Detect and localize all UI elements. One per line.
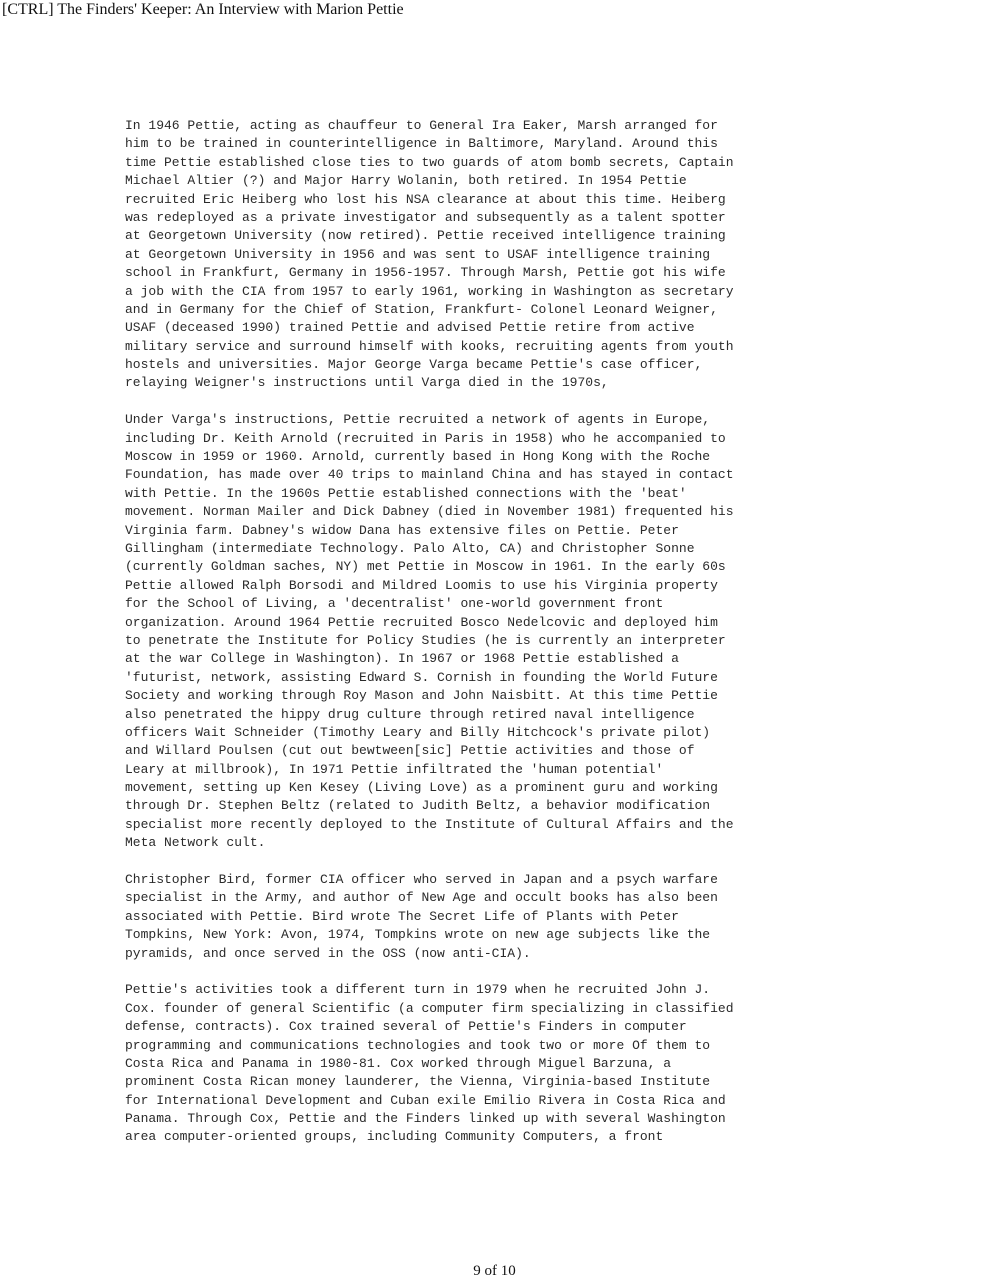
text-line: also penetrated the hippy drug culture through retired naval intelligence — [125, 706, 695, 722]
text-line: Moscow in 1959 or 1960. Arnold, currently based in Hong Kong with the Roche — [125, 449, 711, 465]
text-line: Meta Network cult. — [125, 835, 266, 851]
paragraph-1 — [125, 117, 885, 393]
text-line: defense, contracts). Cox trained several of Pettie's Finders in computer — [125, 1019, 687, 1035]
text-line: Pettie's activities took a different turn in 1979 when he recruited John J. — [125, 982, 711, 998]
text-line: Panama. Through Cox, Pettie and the Finders linked up with several Washington — [125, 1111, 726, 1127]
text-line: and Willard Poulsen (cut out bewtween[sic] Pettie activities and those of — [125, 743, 695, 759]
text-line: school in Frankfurt, Germany in 1956-1957. Through Marsh, Pettie got his wife — [125, 265, 726, 281]
text-line: at Georgetown University (now retired). Pettie received intelligence training — [125, 228, 726, 244]
text-line: Society and working through Roy Mason and John Naisbitt. At this time Pettie — [125, 688, 718, 704]
text-line: specialist more recently deployed to the Institute of Cultural Affairs and the — [125, 816, 734, 832]
text-line: time Pettie established close ties to two guards of atom bomb secrets, Captain — [125, 154, 734, 170]
text-line: USAF (deceased 1990) trained Pettie and advised Pettie retire from active — [125, 320, 695, 336]
text-line: Under Varga's instructions, Pettie recruited a network of agents in Europe, — [125, 412, 711, 428]
text-line: for International Development and Cuban exile Emilio Rivera in Costa Rica and — [125, 1092, 726, 1108]
text-line: Tompkins, New York: Avon, 1974, Tompkins wrote on new age subjects like the — [125, 927, 711, 943]
text-line: area computer-oriented groups, including Community Computers, a front — [125, 1129, 664, 1145]
text-line: programming and communications technologies and took two or more Of them to — [125, 1037, 711, 1053]
text-line: In 1946 Pettie, acting as chauffeur to General Ira Eaker, Marsh arranged for — [125, 118, 718, 133]
text-line: and in Germany for the Chief of Station, Frankfurt- Colonel Leonard Weigner, — [125, 301, 718, 317]
text-line: movement, setting up Ken Kesey (Living Love) as a prominent guru and working — [125, 780, 718, 796]
text-line: through Dr. Stephen Beltz (related to Judith Beltz, a behavior modification — [125, 798, 711, 814]
text-line: was redeployed as a private investigator and subsequently as a talent spotter — [125, 209, 726, 225]
text-line: recruited Eric Heiberg who lost his NSA clearance at about this time. Heiberg — [125, 191, 726, 207]
text-line: including Dr. Keith Arnold (recruited in Paris in 1958) who he accompanied to — [125, 430, 726, 446]
text-line: specialist in the Army, and author of New Age and occult books has also been — [125, 890, 718, 906]
text-line: at Georgetown University in 1956 and was sent to USAF intelligence training — [125, 246, 711, 262]
text-line: military service and surround himself with kooks, recruiting agents from youth — [125, 338, 734, 354]
text-line: for the School of Living, a 'decentralist' one-world government front — [125, 596, 664, 612]
text-line: at the war College in Washington). In 1967 or 1968 Pettie established a — [125, 651, 679, 667]
document-title: [CTRL] The Finders' Keeper: An Interview with Marion Pettie — [2, 1, 404, 18]
text-line: Pettie allowed Ralph Borsodi and Mildred Loomis to use his Virginia property — [125, 577, 718, 593]
text-line: to penetrate the Institute for Policy Studies (he is currently an interpreter — [125, 632, 726, 648]
text-line: a job with the CIA from 1957 to early 1961, working in Washington as secretary — [125, 283, 734, 299]
text-line: Christopher Bird, former CIA officer who served in Japan and a psych warfare — [125, 872, 718, 888]
page-number: 9 of 10 — [473, 1263, 516, 1279]
text-line: (currently Goldman saches, NY) met Pettie in Moscow in 1961. In the early 60s — [125, 559, 726, 575]
article-body — [125, 117, 885, 1165]
text-line: pyramids, and once served in the OSS (now anti-CIA). — [125, 945, 531, 961]
text-line: him to be trained in counterintelligence in Baltimore, Maryland. Around this — [125, 136, 718, 152]
text-line: Cox. founder of general Scientific (a computer firm specializing in classified — [125, 1000, 734, 1016]
paragraph-4 — [125, 981, 885, 1147]
paragraph-2 — [125, 411, 885, 852]
text-line: movement. Norman Mailer and Dick Dabney (died in November 1981) frequented his — [125, 504, 734, 520]
text-line: Leary at millbrook), In 1971 Pettie infiltrated the 'human potential' — [125, 761, 664, 777]
text-line: hostels and universities. Major George Varga became Pettie's case officer, — [125, 357, 703, 373]
text-line: Gillingham (intermediate Technology. Palo Alto, CA) and Christopher Sonne — [125, 540, 695, 556]
text-line: relaying Weigner's instructions until Varga died in the 1970s, — [125, 375, 609, 391]
text-line: 'futurist, network, assisting Edward S. Cornish in founding the World Future — [125, 669, 718, 685]
paragraph-3 — [125, 871, 885, 963]
text-line: Foundation, has made over 40 trips to mainland China and has stayed in contact — [125, 467, 734, 483]
text-line: prominent Costa Rican money launderer, the Vienna, Virginia-based Institute — [125, 1074, 711, 1090]
text-line: Michael Altier (?) and Major Harry Wolanin, both retired. In 1954 Pettie — [125, 173, 687, 189]
text-line: officers Wait Schneider (Timothy Leary and Billy Hitchcock's private pilot) — [125, 724, 711, 740]
text-line: organization. Around 1964 Pettie recruited Bosco Nedelcovic and deployed him — [125, 614, 718, 630]
text-line: with Pettie. In the 1960s Pettie established connections with the 'beat' — [125, 485, 687, 501]
text-line: Virginia farm. Dabney's widow Dana has extensive files on Pettie. Peter — [125, 522, 679, 538]
text-line: associated with Pettie. Bird wrote The Secret Life of Plants with Peter — [125, 908, 679, 924]
text-line: Costa Rica and Panama in 1980-81. Cox worked through Miguel Barzuna, a — [125, 1055, 672, 1071]
